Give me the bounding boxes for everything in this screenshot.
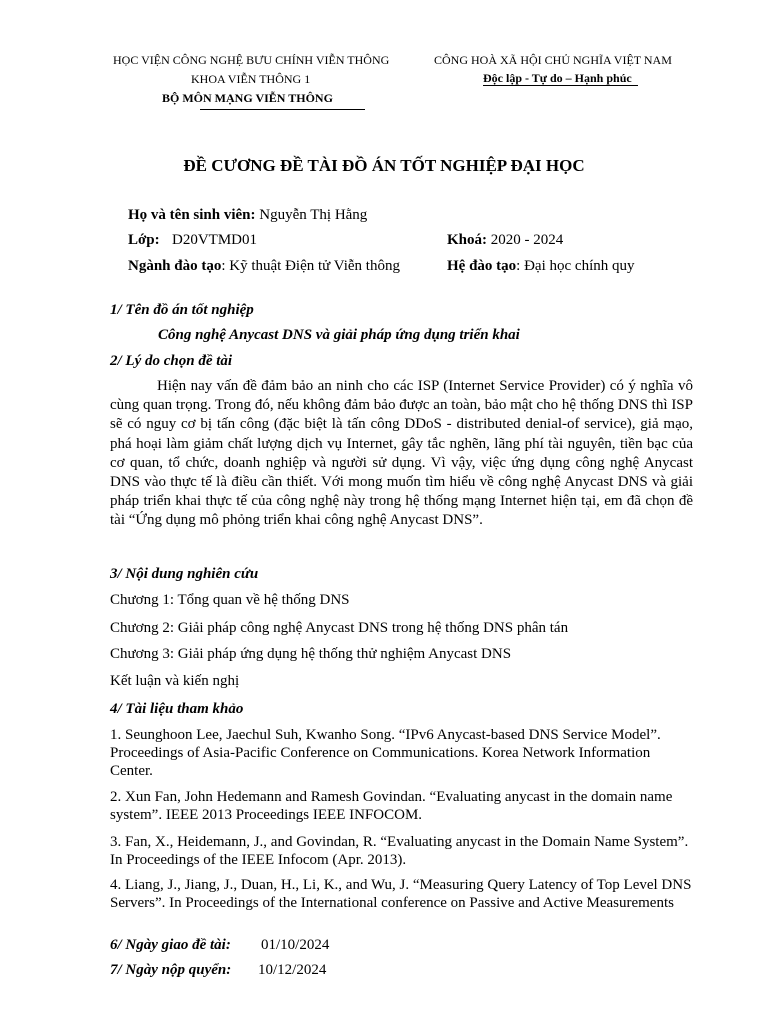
major-row xyxy=(128,258,400,275)
motto: Độc lập - Tự do – Hạnh phúc xyxy=(483,71,632,85)
system-row xyxy=(447,258,634,275)
list-item: Chương 3: Giải pháp ứng dụng hệ thống thử nghiệm Anycast DNS xyxy=(110,646,512,662)
year-value: 2020 - 2024 xyxy=(487,232,564,248)
country-name: CÔNG HOÀ XÃ HỘI CHỦ NGHĨA VIỆT NAM xyxy=(434,53,672,67)
class-row xyxy=(128,232,160,249)
student-name-row xyxy=(128,207,367,224)
department-name: BỘ MÔN MẠNG VIỄN THÔNG xyxy=(162,91,333,105)
section-2-body: Hiện nay vấn đề đảm bảo an ninh cho các ISP (Internet Service Provider) có ý nghĩa vô cùng quan trọng. Trong đó, nếu không đảm bảo được an toàn, bảo mật cho hệ thống DNS thì ISP sẽ có nguy cơ bị tấn công (đặc biệt là tấn công DDoS - distributed denial-of service), giả mạo, phá hoại làm giảm chất lượng dịch vụ Internet, gây tắc nghẽn, lãng phí tài nguyên, tiền bạc của cơ quan, tổ chức, doanh nghiệp và người sử dụng. Vì vậy, việc ứng dụng công nghệ Anycast DNS vào thực tế là điều cần thiết. Với mong muốn tìm hiểu về công nghệ Anycast DNS và giải pháp triển khai thực tế của công nghệ này trong hệ thống mạng Internet hiện tại, em đã chọn đề tài “Ứng dụng mô phỏng triển khai công nghệ Anycast DNS”. xyxy=(110,378,693,529)
header-left-rule xyxy=(200,109,365,110)
institute-name: HỌC VIỆN CÔNG NGHỆ BƯU CHÍNH VIỄN THÔNG xyxy=(113,53,390,67)
submit-date-value: 10/12/2024 xyxy=(258,962,327,978)
list-item: Kết luận và kiến nghị xyxy=(110,673,240,689)
student-name-label: Họ và tên sinh viên: xyxy=(128,207,256,223)
student-name-value: Nguyễn Thị Hằng xyxy=(255,207,368,223)
list-item: Chương 1: Tổng quan về hệ thống DNS xyxy=(110,592,350,608)
page-title: ĐỀ CƯƠNG ĐỀ TÀI ĐỒ ÁN TỐT NGHIỆP ĐẠI HỌC xyxy=(183,156,585,175)
reference-item: 4. Liang, J., Jiang, J., Duan, H., Li, K., and Wu, J. “Measuring Query Latency of Top Level DNS Servers”. In Proceedings of the International conference on Passive and Active Measurements xyxy=(110,877,692,911)
section-4-heading: 4/ Tài liệu tham khảo xyxy=(110,701,244,717)
reference-item: 3. Fan, X., Heidemann, J., and Govindan, R. “Evaluating anycast in the Domain Name System”. In Proceedings of the IEEE Infocom (Apr. 2013). xyxy=(110,834,689,868)
section-1-topic: Công nghệ Anycast DNS và giải pháp ứng dụng triển khai xyxy=(158,327,520,343)
major-value: : Kỹ thuật Điện tử Viễn thông xyxy=(221,258,400,274)
reference-item: 2. Xun Fan, John Hedemann and Ramesh Govindan. “Evaluating anycast in the domain name system”. IEEE 2013 Proceedings IEEE INFOCOM. xyxy=(110,789,673,823)
header-right-rule xyxy=(483,85,638,86)
class-value: D20VTMD01 xyxy=(172,232,257,248)
list-item: Chương 2: Giải pháp công nghệ Anycast DNS trong hệ thống DNS phân tán xyxy=(110,620,569,636)
system-label: Hệ đào tạo xyxy=(447,258,517,274)
section-2-heading: 2/ Lý do chọn đề tài xyxy=(110,353,233,369)
year-row xyxy=(447,232,563,249)
major-label: Ngành đào tạo xyxy=(128,258,222,274)
reference-item: 1. Seunghoon Lee, Jaechul Suh, Kwanho Song. “IPv6 Anycast-based DNS Service Model”. Proceedings of Asia-Pacific Conference on Communications. Korea Network Information Center. xyxy=(110,727,661,779)
class-label: Lớp: xyxy=(128,232,160,248)
year-label: Khoá: xyxy=(447,232,488,248)
submit-date-label: 7/ Ngày nộp quyển: xyxy=(110,962,232,978)
section-3-heading: 3/ Nội dung nghiên cứu xyxy=(110,566,259,582)
assign-date-label: 6/ Ngày giao đề tài: xyxy=(110,937,231,953)
assign-date-value: 01/10/2024 xyxy=(261,937,330,953)
faculty-name: KHOA VIỄN THÔNG 1 xyxy=(191,72,311,86)
section-1-heading: 1/ Tên đồ án tốt nghiệp xyxy=(110,302,254,318)
system-value: : Đại học chính quy xyxy=(516,258,635,274)
